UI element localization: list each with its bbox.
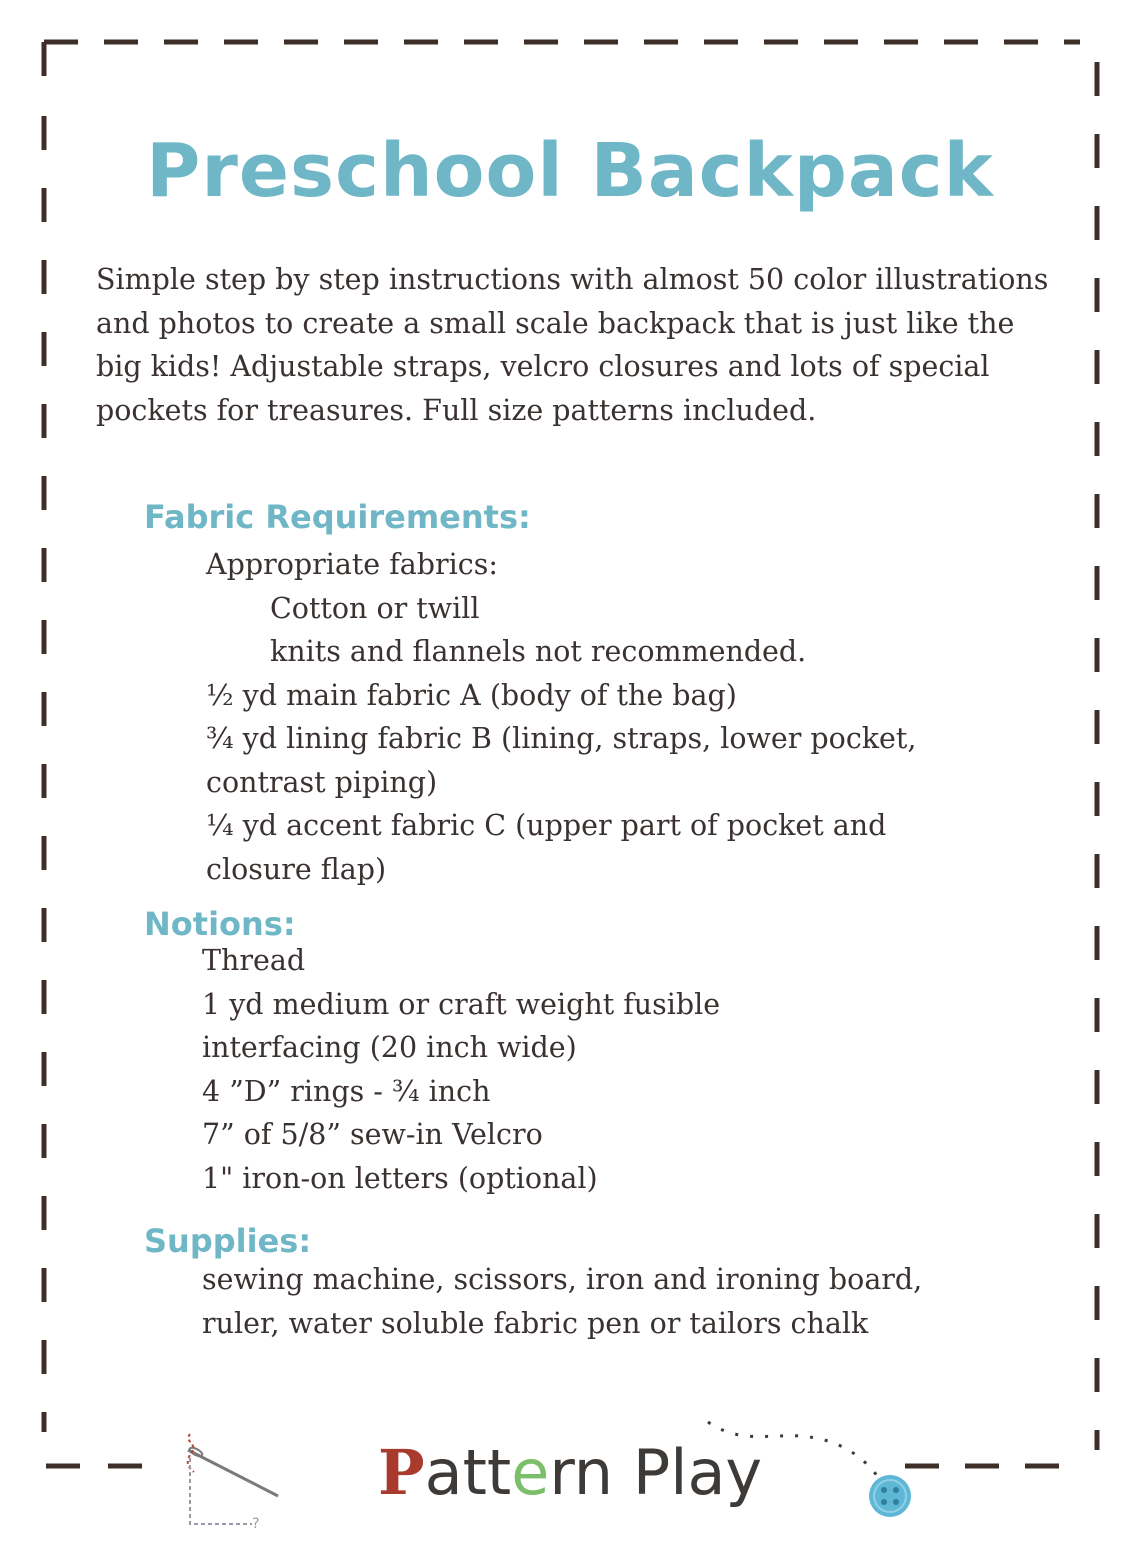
intro-line: and photos to create a small scale backpack that is just like the — [96, 306, 1015, 340]
supplies-line: sewing machine, scissors, iron and ironing board, — [202, 1263, 923, 1296]
fabric-accent-c-cont: closure flap) — [206, 853, 387, 886]
notions-interfacing: 1 yd medium or craft weight fusible — [202, 988, 721, 1021]
intro-paragraph — [96, 258, 1076, 432]
notions-heading: Notions: — [144, 905, 296, 943]
fabric-main-a: ½ yd main fabric A (body of the bag) — [206, 679, 737, 712]
supplies-line: ruler, water soluble fabric pen or tailors chalk — [202, 1307, 869, 1340]
intro-line: Simple step by step instructions with almost 50 color illustrations — [96, 263, 1049, 296]
notions-velcro: 7” of 5/8” sew-in Velcro — [202, 1118, 543, 1151]
svg-text:?: ? — [252, 1516, 260, 1532]
button-icon — [866, 1472, 914, 1520]
notions-interfacing-cont: interfacing (20 inch wide) — [202, 1031, 577, 1064]
notions-rings: 4 ”D” rings - ¾ inch — [202, 1075, 491, 1108]
fabric-lining-b: ¾ yd lining fabric B (lining, straps, lower pocket, — [206, 722, 917, 755]
supplies-heading: Supplies: — [144, 1222, 312, 1260]
page-title: Preschool Backpack — [146, 128, 994, 214]
pattern-play-logo: Pattern Play — [378, 1436, 763, 1509]
fabric-knits: knits and flannels not recommended. — [270, 635, 807, 668]
notions-thread: Thread — [202, 944, 306, 977]
fabric-appropriate: Appropriate fabrics: — [206, 548, 498, 581]
fabric-accent-c: ¼ yd accent fabric C (upper part of pocket and — [206, 809, 887, 842]
fabric-lining-b-cont: contrast piping) — [206, 766, 438, 799]
needle-thread-icon — [180, 1428, 290, 1538]
notions-letters: 1" iron-on letters (optional) — [202, 1162, 598, 1195]
fabric-requirements-heading: Fabric Requirements: — [144, 498, 531, 536]
intro-line: big kids! Adjustable straps, velcro closures and lots of special — [96, 350, 990, 383]
intro-line: pockets for treasures. Full size patterns included. — [96, 393, 817, 427]
fabric-cotton: Cotton or twill — [270, 592, 480, 625]
